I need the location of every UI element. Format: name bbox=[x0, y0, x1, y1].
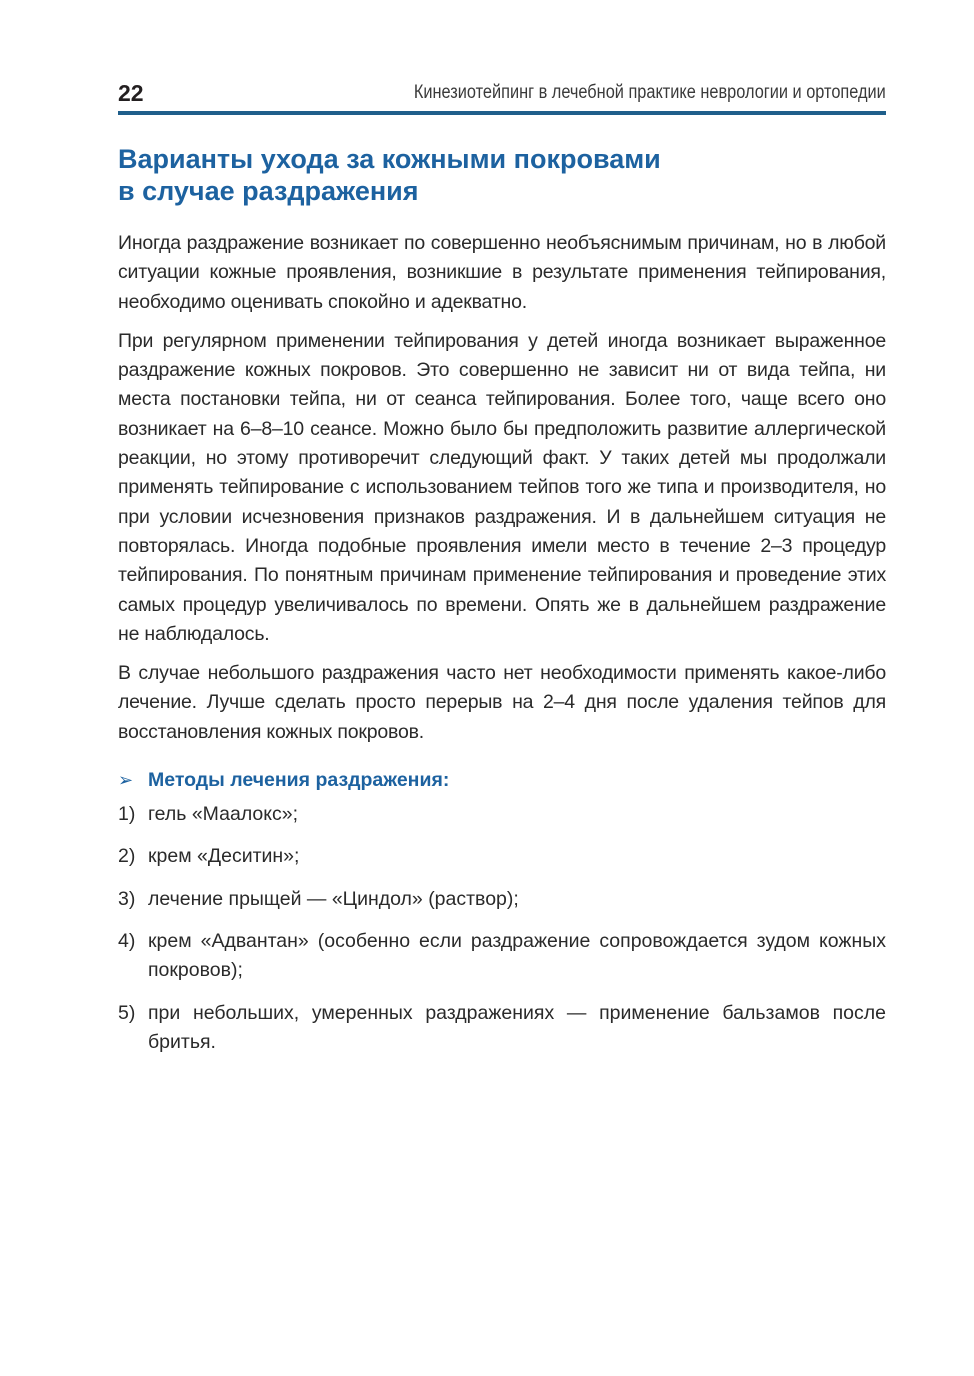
list-text: крем «Деситин»; bbox=[148, 845, 300, 868]
methods-heading bbox=[118, 769, 886, 792]
paragraph-3: В случае небольшого раздражения часто нет необходимости применять какое-либо лечение. Лучше сделать просто перерыв на 2–4 дня после удаления тейпов для восстановления кожных покровов. bbox=[118, 662, 886, 743]
list-number: 3) bbox=[118, 887, 136, 910]
list-item bbox=[118, 999, 886, 1058]
list-number: 4) bbox=[118, 929, 136, 952]
list-text: крем «Адвантан» (особенно если раздражение сопровождается зудом кожных покровов); bbox=[148, 929, 886, 982]
header-rule bbox=[118, 111, 886, 115]
list-item bbox=[118, 842, 886, 871]
paragraph-1: Иногда раздражение возникает по совершенно необъяснимым причинам, но в любой ситуации кожные проявления, возникшие в результате применения тейпирования, необходимо оценивать спокойно и адекватно. bbox=[118, 232, 886, 313]
list-number: 1) bbox=[118, 803, 136, 826]
list-text: лечение прыщей — «Циндол» (раствор); bbox=[148, 887, 519, 910]
list-text: при небольших, умеренных раздражениях — применение бальзамов после бритья. bbox=[148, 1001, 886, 1053]
body-text bbox=[118, 229, 886, 1070]
list-item bbox=[118, 800, 886, 829]
list-text: гель «Маалокс»; bbox=[148, 803, 299, 826]
paragraph-2: При регулярном применении тейпирования у детей иногда возникает выраженное раздражение кожных покровов. Это совершенно не зависит ни от вида тейпа, ни места постановки тейпа, ни от сеанса тейпирования. Более того, чаще всего оно возникает на 6–8–10 сеансе. Можно было бы предположить развитие аллергической реакции, но этому противоречит следующий факт. У таких детей мы продолжали применять тейпирование с использованием тейпов того же типа и производителя, но при условии исчезновения признаков раздражения. И в дальнейшем ситуация не повторялась. Иногда подобные проявления имели место в течение 2–3 процедур тейпирования. По понятным причинам применение тейпирования и проведение этих самых процедур увеличивалось по времени. Опять же в дальнейшем раздражение не наблюдалось. bbox=[118, 329, 886, 645]
arrow-bullet-icon: ➢ bbox=[118, 770, 134, 791]
page-number: 22 bbox=[118, 80, 144, 106]
running-head bbox=[118, 78, 886, 110]
list-item bbox=[118, 885, 886, 914]
list-number: 2) bbox=[118, 845, 136, 868]
list-item bbox=[118, 927, 886, 986]
section-title-line1: Варианты ухода за кожными покровами bbox=[118, 144, 661, 174]
section-title bbox=[118, 143, 886, 207]
methods-heading-text: Методы лечения раздражения: bbox=[148, 769, 450, 792]
list-number: 5) bbox=[118, 1001, 136, 1024]
section-title-line2: в случае раздражения bbox=[118, 176, 419, 206]
methods-list bbox=[118, 800, 886, 1057]
book-title: Кинезиотейпинг в лечебной практике неврологии и ортопедии bbox=[414, 82, 886, 103]
